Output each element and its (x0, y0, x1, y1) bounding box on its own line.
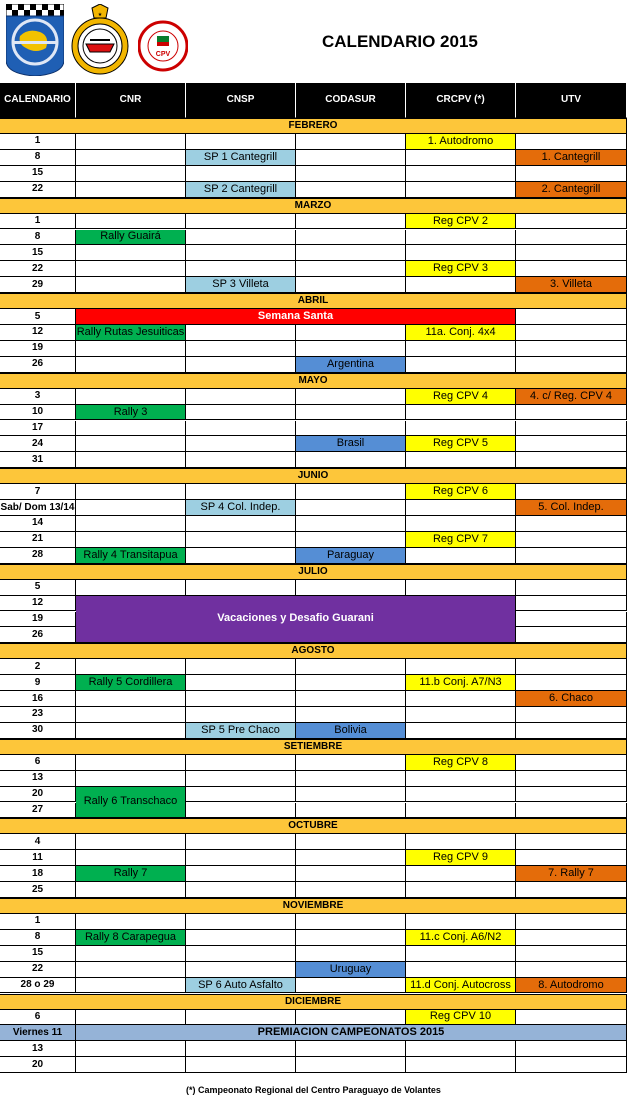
empty-cell (516, 548, 627, 564)
date-cell: 5 (0, 309, 76, 325)
empty-cell (76, 707, 186, 723)
date-cell: Sab/ Dom 13/14 (0, 500, 76, 516)
empty-cell (406, 962, 516, 978)
empty-cell (186, 214, 296, 230)
event-cell: Reg CPV 3 (406, 261, 516, 277)
date-cell: 6 (0, 1010, 76, 1026)
event-cell: 7. Rally 7 (516, 866, 627, 882)
empty-cell (516, 1010, 627, 1026)
empty-cell (186, 230, 296, 246)
empty-cell (406, 580, 516, 596)
empty-cell (516, 421, 627, 437)
empty-cell (516, 930, 627, 946)
empty-cell (76, 850, 186, 866)
empty-cell (76, 1057, 186, 1073)
empty-cell (296, 930, 406, 946)
empty-cell (186, 245, 296, 261)
empty-cell (516, 532, 627, 548)
event-cell: 3. Villeta (516, 277, 627, 293)
empty-cell (186, 1057, 296, 1073)
date-cell: 27 (0, 803, 76, 819)
empty-cell (516, 309, 627, 325)
empty-cell (516, 803, 627, 819)
empty-cell (76, 166, 186, 182)
empty-cell (186, 436, 296, 452)
empty-cell (296, 771, 406, 787)
month-band: JUNIO (0, 468, 627, 484)
empty-cell (76, 1041, 186, 1057)
date-cell: 8 (0, 150, 76, 166)
empty-cell (186, 707, 296, 723)
empty-cell (186, 914, 296, 930)
empty-cell (296, 214, 406, 230)
event-cell: Bolivia (296, 723, 406, 739)
empty-cell (516, 166, 627, 182)
date-cell: 21 (0, 532, 76, 548)
empty-cell (296, 707, 406, 723)
empty-cell (76, 834, 186, 850)
empty-cell (516, 914, 627, 930)
empty-cell (296, 421, 406, 437)
column-header-calendario: CALENDARIO (0, 83, 76, 118)
date-cell: 28 (0, 548, 76, 564)
event-cell: SP 4 Col. Indep. (186, 500, 296, 516)
empty-cell (76, 755, 186, 771)
empty-cell (186, 134, 296, 150)
empty-cell (406, 341, 516, 357)
empty-cell (516, 627, 627, 643)
date-cell: 10 (0, 405, 76, 421)
empty-cell (406, 771, 516, 787)
empty-cell (296, 691, 406, 707)
date-cell: 15 (0, 245, 76, 261)
empty-cell (296, 484, 406, 500)
empty-cell (406, 277, 516, 293)
empty-cell (76, 421, 186, 437)
empty-cell (516, 516, 627, 532)
empty-cell (406, 548, 516, 564)
empty-cell (296, 389, 406, 405)
empty-cell (186, 866, 296, 882)
empty-cell (516, 341, 627, 357)
empty-cell (296, 1057, 406, 1073)
empty-cell (406, 166, 516, 182)
month-band: NOVIEMBRE (0, 898, 627, 914)
empty-cell (296, 325, 406, 341)
date-cell: 20 (0, 787, 76, 803)
date-cell: 26 (0, 627, 76, 643)
column-header-cnsp: CNSP (186, 83, 296, 118)
date-cell: 19 (0, 341, 76, 357)
empty-cell (516, 1041, 627, 1057)
empty-cell (186, 548, 296, 564)
empty-cell (186, 166, 296, 182)
date-cell: 30 (0, 723, 76, 739)
empty-cell (186, 484, 296, 500)
empty-cell (516, 580, 627, 596)
empty-cell (406, 866, 516, 882)
empty-cell (76, 723, 186, 739)
date-cell: 11 (0, 850, 76, 866)
empty-cell (406, 882, 516, 898)
empty-cell (516, 755, 627, 771)
event-cell: 5. Col. Indep. (516, 500, 627, 516)
empty-cell (406, 1057, 516, 1073)
cpv-logo-text: CPV (155, 51, 171, 58)
empty-cell (406, 707, 516, 723)
empty-cell (406, 500, 516, 516)
empty-cell (516, 723, 627, 739)
date-cell: 31 (0, 452, 76, 468)
empty-cell (516, 787, 627, 803)
empty-cell (76, 214, 186, 230)
event-cell: Reg CPV 2 (406, 214, 516, 230)
empty-cell (296, 850, 406, 866)
empty-cell (516, 245, 627, 261)
empty-cell (76, 341, 186, 357)
empty-cell (76, 134, 186, 150)
date-cell: 1 (0, 134, 76, 150)
event-cell: Rally 8 Carapegua (76, 930, 186, 946)
empty-cell (406, 1041, 516, 1057)
empty-cell (186, 882, 296, 898)
event-cell: 11.c Conj. A6/N2 (406, 930, 516, 946)
empty-cell (406, 245, 516, 261)
empty-cell (296, 230, 406, 246)
event-cell: SP 5 Pre Chaco (186, 723, 296, 739)
empty-cell (186, 691, 296, 707)
empty-cell (76, 389, 186, 405)
empty-cell (296, 500, 406, 516)
empty-cell (516, 707, 627, 723)
empty-cell (186, 580, 296, 596)
empty-cell (186, 850, 296, 866)
empty-cell (296, 452, 406, 468)
merged-event-block: Rally 6 Transchaco (76, 787, 186, 819)
empty-cell (76, 914, 186, 930)
date-cell: 29 (0, 277, 76, 293)
svg-text:★: ★ (97, 12, 103, 18)
empty-cell (76, 580, 186, 596)
event-cell: Paraguay (296, 548, 406, 564)
empty-cell (76, 771, 186, 787)
date-cell: 15 (0, 946, 76, 962)
date-cell: 14 (0, 516, 76, 532)
month-band: ABRIL (0, 293, 627, 309)
empty-cell (296, 755, 406, 771)
empty-cell (406, 230, 516, 246)
empty-cell (186, 930, 296, 946)
empty-cell (516, 452, 627, 468)
empty-cell (186, 946, 296, 962)
event-cell: 11.d Conj. Autocross (406, 978, 516, 994)
date-cell: 22 (0, 261, 76, 277)
empty-cell (76, 484, 186, 500)
date-cell: 2 (0, 659, 76, 675)
event-cell: Reg CPV 6 (406, 484, 516, 500)
empty-cell (186, 1010, 296, 1026)
event-cell: Rally Guairá (76, 230, 186, 246)
empty-cell (516, 962, 627, 978)
footnote: (*) Campeonato Regional del Centro Paraguayo de Volantes (186, 1085, 441, 1095)
empty-cell (186, 405, 296, 421)
date-cell: 18 (0, 866, 76, 882)
empty-cell (516, 1057, 627, 1073)
empty-cell (76, 245, 186, 261)
date-cell: 24 (0, 436, 76, 452)
empty-cell (186, 834, 296, 850)
event-cell: 2. Cantegrill (516, 182, 627, 198)
date-cell: 1 (0, 214, 76, 230)
event-cell: SP 2 Cantegrill (186, 182, 296, 198)
empty-cell (296, 182, 406, 198)
empty-cell (406, 834, 516, 850)
event-cell: Reg CPV 4 (406, 389, 516, 405)
date-cell: 22 (0, 182, 76, 198)
empty-cell (296, 516, 406, 532)
event-cell: Uruguay (296, 962, 406, 978)
date-cell: 20 (0, 1057, 76, 1073)
event-cell: Rally 3 (76, 405, 186, 421)
empty-cell (186, 452, 296, 468)
empty-cell (516, 612, 627, 628)
empty-cell (406, 357, 516, 373)
date-cell: 6 (0, 755, 76, 771)
empty-cell (516, 596, 627, 612)
empty-cell (296, 946, 406, 962)
event-cell: 4. c/ Reg. CPV 4 (516, 389, 627, 405)
empty-cell (76, 500, 186, 516)
empty-cell (76, 659, 186, 675)
empty-cell (406, 182, 516, 198)
empty-cell (186, 357, 296, 373)
empty-cell (406, 659, 516, 675)
page-title: CALENDARIO 2015 (322, 32, 478, 51)
event-cell: Brasil (296, 436, 406, 452)
month-band: JULIO (0, 564, 627, 580)
date-cell: 1 (0, 914, 76, 930)
empty-cell (296, 532, 406, 548)
column-header-utv: UTV (516, 83, 627, 118)
month-band: SETIEMBRE (0, 739, 627, 755)
empty-cell (296, 245, 406, 261)
month-band: OCTUBRE (0, 818, 627, 834)
empty-cell (76, 691, 186, 707)
empty-cell (186, 516, 296, 532)
month-band: FEBRERO (0, 118, 627, 134)
empty-cell (186, 755, 296, 771)
date-cell: 13 (0, 771, 76, 787)
empty-cell (296, 978, 406, 994)
empty-cell (296, 659, 406, 675)
empty-cell (406, 787, 516, 803)
empty-cell (186, 532, 296, 548)
empty-cell (296, 787, 406, 803)
event-cell: Reg CPV 8 (406, 755, 516, 771)
date-cell: 22 (0, 962, 76, 978)
empty-cell (516, 659, 627, 675)
empty-cell (516, 357, 627, 373)
empty-cell (296, 675, 406, 691)
date-cell: 3 (0, 389, 76, 405)
empty-cell (406, 914, 516, 930)
empty-cell (296, 580, 406, 596)
event-cell: Reg CPV 5 (406, 436, 516, 452)
event-cell: 11a. Conj. 4x4 (406, 325, 516, 341)
event-cell: 1. Autodromo (406, 134, 516, 150)
event-cell: Argentina (296, 357, 406, 373)
empty-cell (406, 946, 516, 962)
empty-cell (296, 803, 406, 819)
empty-cell (186, 389, 296, 405)
empty-cell (76, 277, 186, 293)
event-cell: Rally 5 Cordillera (76, 675, 186, 691)
date-cell: 9 (0, 675, 76, 691)
premiacion-banner: PREMIACION CAMPEONATOS 2015 (76, 1025, 627, 1041)
empty-cell (186, 261, 296, 277)
empty-cell (516, 850, 627, 866)
empty-cell (76, 436, 186, 452)
event-cell: SP 1 Cantegrill (186, 150, 296, 166)
empty-cell (296, 1010, 406, 1026)
empty-cell (516, 882, 627, 898)
empty-cell (296, 261, 406, 277)
event-cell: Rally 4 Transitapua (76, 548, 186, 564)
empty-cell (76, 978, 186, 994)
empty-cell (406, 803, 516, 819)
empty-cell (296, 166, 406, 182)
empty-cell (76, 1010, 186, 1026)
column-header-crcpv: CRCPV (*) (406, 83, 516, 118)
empty-cell (296, 277, 406, 293)
empty-cell (296, 866, 406, 882)
date-cell: 19 (0, 612, 76, 628)
date-cell: 5 (0, 580, 76, 596)
date-cell: 8 (0, 230, 76, 246)
empty-cell (186, 962, 296, 978)
month-band: MARZO (0, 198, 627, 214)
column-header-codasur: CODASUR (296, 83, 406, 118)
empty-cell (186, 803, 296, 819)
empty-cell (406, 516, 516, 532)
event-cell: Rally 7 (76, 866, 186, 882)
empty-cell (76, 532, 186, 548)
empty-cell (186, 1041, 296, 1057)
date-cell: 12 (0, 325, 76, 341)
empty-cell (296, 1041, 406, 1057)
date-cell: 8 (0, 930, 76, 946)
empty-cell (296, 834, 406, 850)
date-cell: 25 (0, 882, 76, 898)
empty-cell (186, 659, 296, 675)
empty-cell (406, 150, 516, 166)
empty-cell (296, 341, 406, 357)
event-cell: Reg CPV 7 (406, 532, 516, 548)
empty-cell (516, 675, 627, 691)
empty-cell (296, 150, 406, 166)
empty-cell (186, 675, 296, 691)
semana-santa-banner: Semana Santa (76, 309, 516, 325)
empty-cell (186, 787, 296, 803)
month-band: DICIEMBRE (0, 994, 627, 1010)
empty-cell (186, 421, 296, 437)
empty-cell (296, 405, 406, 421)
empty-cell (76, 946, 186, 962)
empty-cell (76, 357, 186, 373)
empty-cell (516, 214, 627, 230)
empty-cell (516, 261, 627, 277)
empty-cell (516, 946, 627, 962)
empty-cell (516, 436, 627, 452)
empty-cell (296, 914, 406, 930)
date-cell: 26 (0, 357, 76, 373)
empty-cell (296, 134, 406, 150)
month-band: MAYO (0, 373, 627, 389)
empty-cell (406, 452, 516, 468)
date-cell: 23 (0, 707, 76, 723)
empty-cell (516, 405, 627, 421)
empty-cell (186, 341, 296, 357)
event-cell: 8. Autodromo (516, 978, 627, 994)
empty-cell (76, 452, 186, 468)
empty-cell (516, 230, 627, 246)
empty-cell (516, 771, 627, 787)
empty-cell (406, 421, 516, 437)
date-cell: Viernes 11 (0, 1025, 76, 1041)
empty-cell (296, 882, 406, 898)
date-cell: 4 (0, 834, 76, 850)
month-band: AGOSTO (0, 643, 627, 659)
date-cell: 28 o 29 (0, 978, 76, 994)
event-cell: 11.b Conj. A7/N3 (406, 675, 516, 691)
empty-cell (76, 182, 186, 198)
empty-cell (406, 723, 516, 739)
empty-cell (76, 882, 186, 898)
event-cell: Reg CPV 10 (406, 1010, 516, 1026)
empty-cell (76, 962, 186, 978)
empty-cell (516, 484, 627, 500)
merged-event-block: Vacaciones y Desafio Guarani (76, 596, 516, 644)
event-cell: Reg CPV 9 (406, 850, 516, 866)
date-cell: 15 (0, 166, 76, 182)
empty-cell (76, 150, 186, 166)
event-cell: 1. Cantegrill (516, 150, 627, 166)
empty-cell (516, 834, 627, 850)
date-cell: 16 (0, 691, 76, 707)
empty-cell (186, 771, 296, 787)
date-cell: 12 (0, 596, 76, 612)
event-cell: SP 3 Villeta (186, 277, 296, 293)
empty-cell (76, 516, 186, 532)
event-cell: 6. Chaco (516, 691, 627, 707)
date-cell: 17 (0, 421, 76, 437)
event-cell: SP 6 Auto Asfalto (186, 978, 296, 994)
empty-cell (76, 261, 186, 277)
empty-cell (406, 691, 516, 707)
empty-cell (186, 325, 296, 341)
empty-cell (406, 405, 516, 421)
date-cell: 7 (0, 484, 76, 500)
event-cell: Rally Rutas Jesuiticas (76, 325, 186, 341)
column-header-cnr: CNR (76, 83, 186, 118)
empty-cell (516, 325, 627, 341)
date-cell: 13 (0, 1041, 76, 1057)
empty-cell (516, 134, 627, 150)
